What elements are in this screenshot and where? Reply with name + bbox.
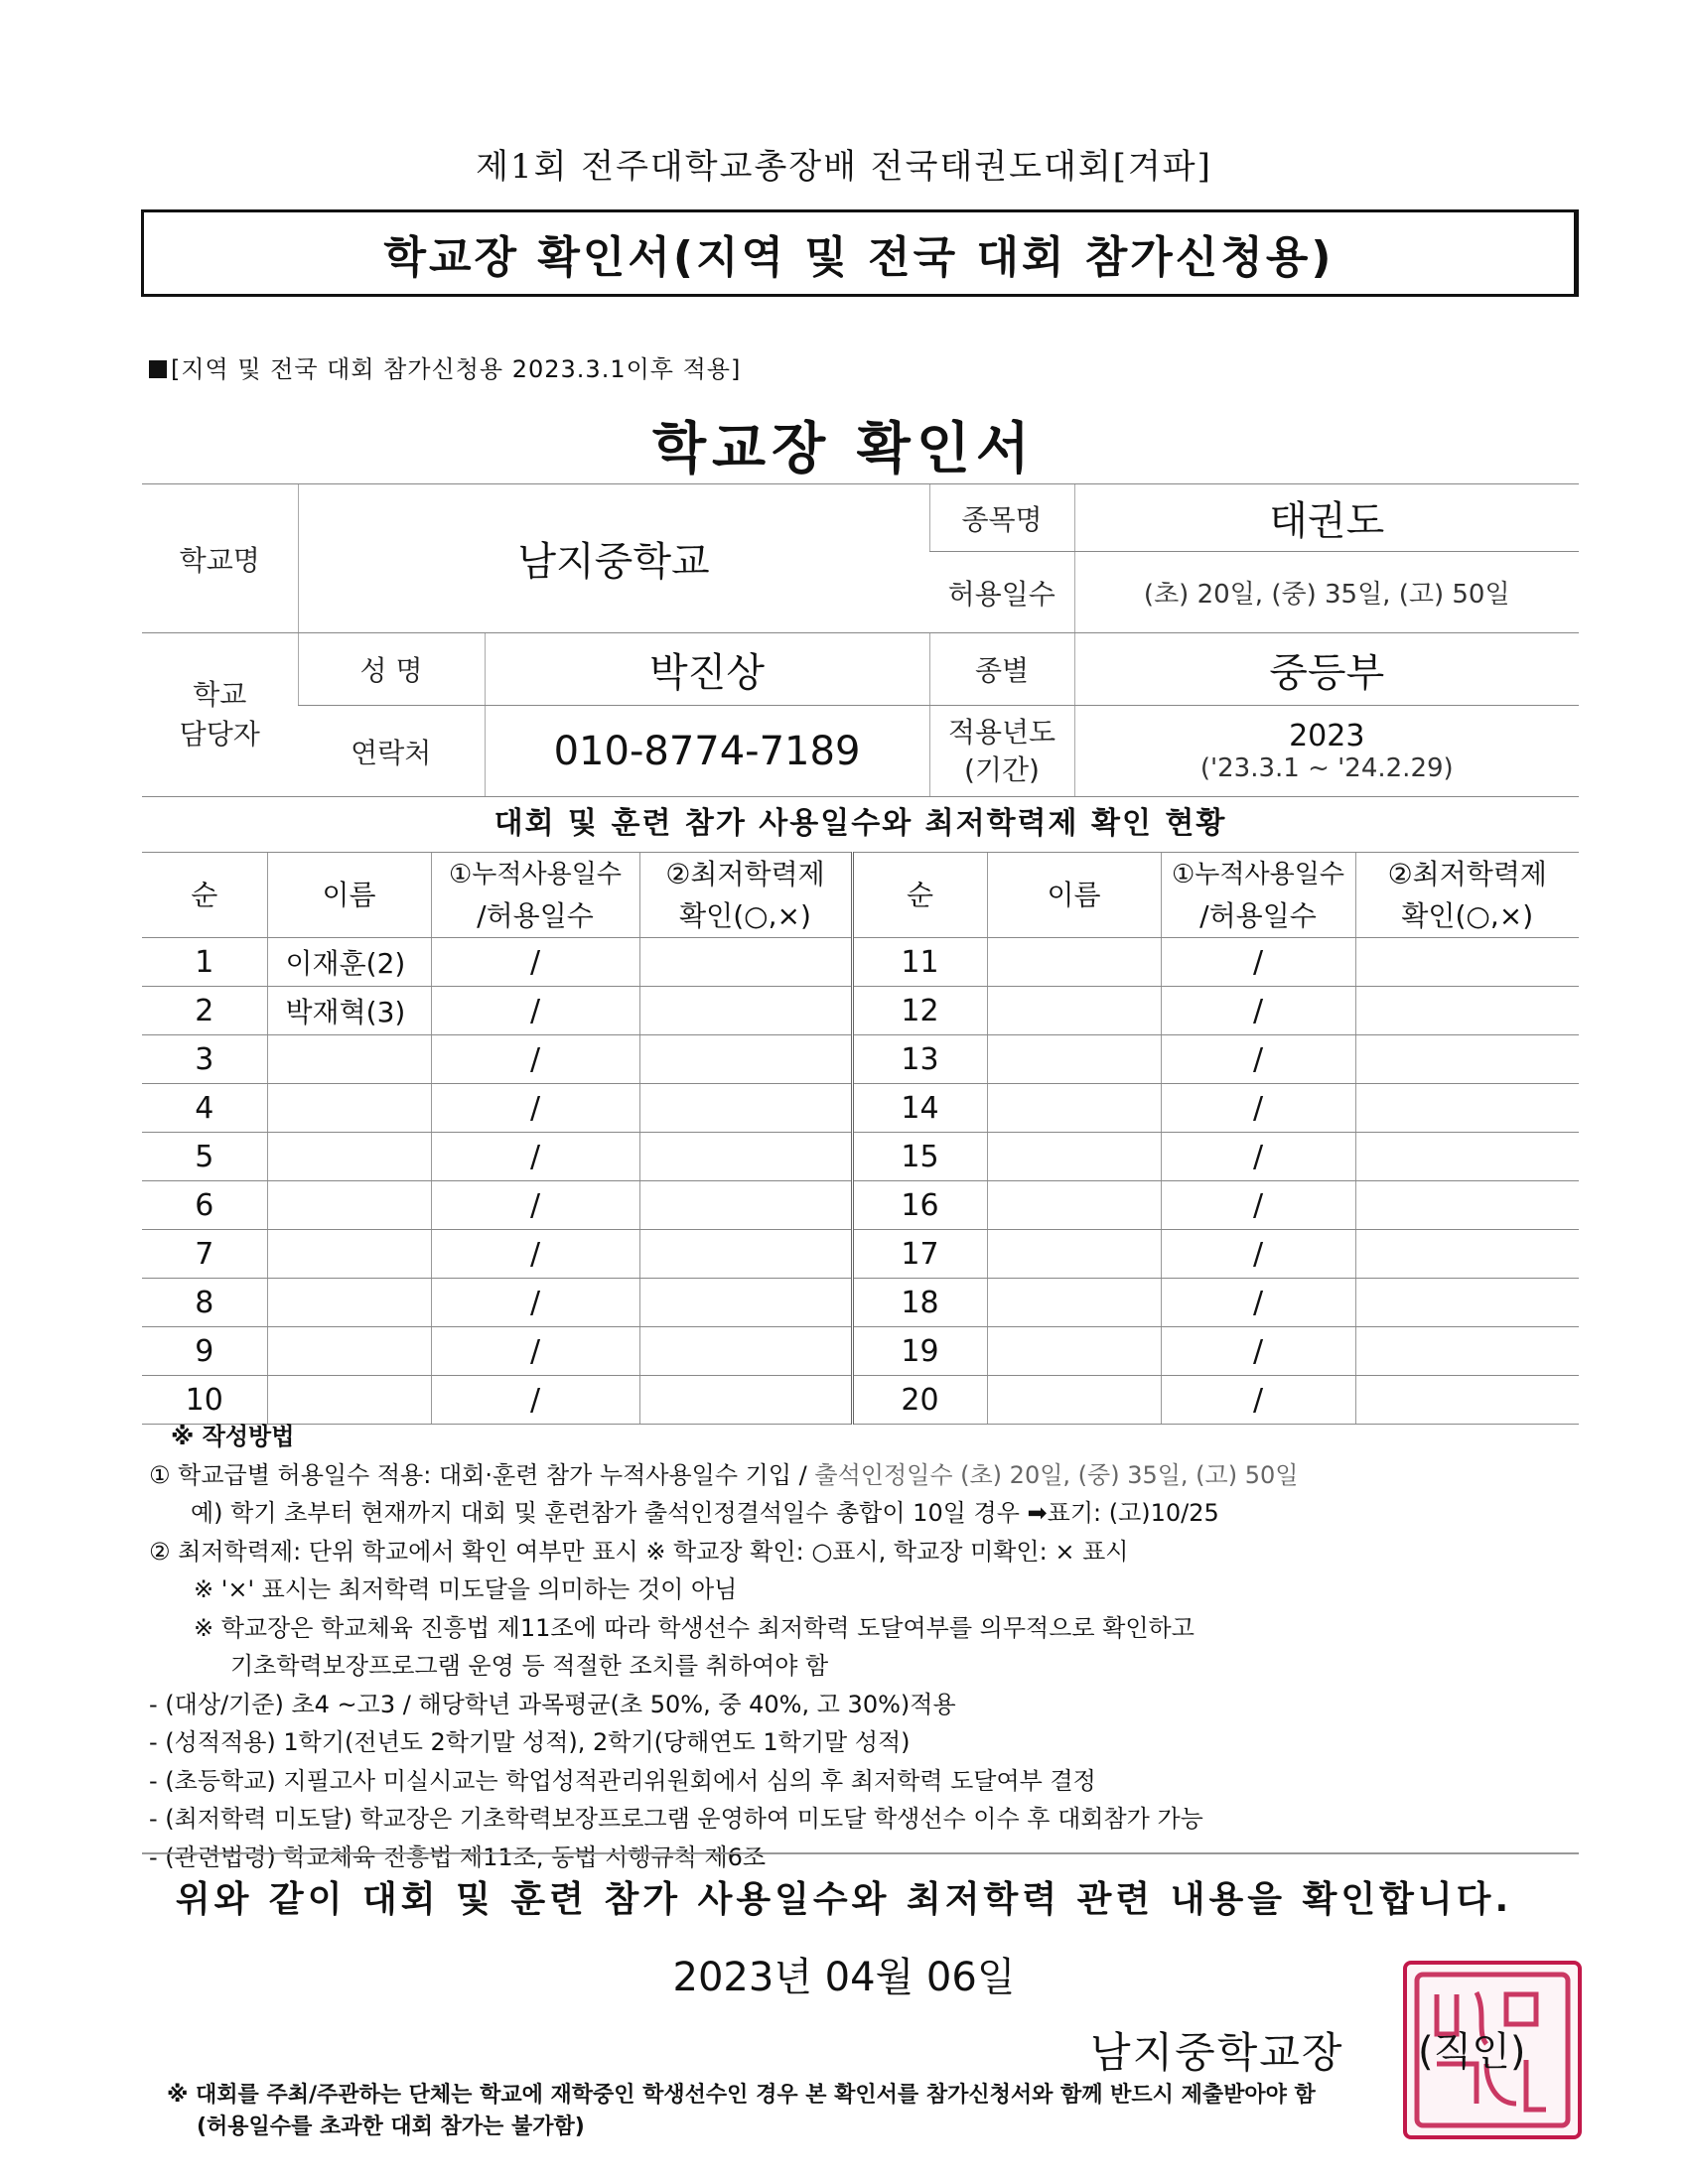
min-academic-check-left — [639, 1327, 852, 1376]
row-number-right: 12 — [852, 987, 987, 1035]
row-number-left: 6 — [142, 1181, 267, 1230]
header-name-left: 이름 — [267, 853, 431, 938]
days-used-left: / — [431, 1376, 639, 1425]
year-label-line1: 적용년도 — [947, 715, 1056, 749]
application-notice — [149, 349, 741, 384]
division-label: 종별 — [929, 633, 1074, 706]
days-used-right: / — [1161, 1133, 1355, 1181]
student-name-left — [267, 1230, 431, 1279]
min-academic-check-left — [639, 1181, 852, 1230]
days-used-left: / — [431, 1279, 639, 1327]
event-title: 제1회 전주대학교총장배 전국태권도대회[겨파] — [476, 147, 1212, 187]
allowed-days-value: (초) 20일, (중) 35일, (고) 50일 — [1074, 552, 1579, 633]
header-check-right-line1: ②최저학력제 — [1387, 857, 1547, 890]
row-number-right: 11 — [852, 938, 987, 987]
school-name-value: 남지중학교 — [298, 484, 929, 633]
student-name-left — [267, 1181, 431, 1230]
instructions-title: ※ 작성방법 — [171, 1423, 295, 1450]
min-academic-check-right — [1355, 1035, 1579, 1084]
table-row — [142, 1181, 1579, 1230]
student-name-left — [267, 1035, 431, 1084]
min-academic-check-left — [639, 1084, 852, 1133]
header-days-right-line2: /허용일수 — [1199, 898, 1317, 932]
instruction-line-10: - (최저학력 미도달) 학교장은 기초학력보장프로그램 운영하여 미도달 학생선수 이수 후 대회참가 가능 — [149, 1805, 1203, 1833]
phone-value: 010-8774-7189 — [485, 706, 929, 797]
student-name-left — [267, 1279, 431, 1327]
days-used-right: / — [1161, 1376, 1355, 1425]
header-check-left — [639, 853, 852, 938]
student-name-right — [987, 1279, 1161, 1327]
header-name-right: 이름 — [987, 853, 1161, 938]
form-banner-title: 학교장 확인서(지역 및 전국 대회 참가신청용) — [141, 209, 1579, 297]
min-academic-check-left — [639, 987, 852, 1035]
table-body — [142, 938, 1579, 1425]
student-name-left — [267, 1133, 431, 1181]
sport-value: 태권도 — [1074, 484, 1579, 552]
instruction-line-9: - (초등학교) 지필고사 미실시교는 학업성적관리위원회에서 심의 후 최저학력 도달여부 결정 — [149, 1766, 1096, 1795]
min-academic-check-left — [639, 1230, 852, 1279]
table-row — [142, 987, 1579, 1035]
table-row — [142, 1327, 1579, 1376]
days-used-right: / — [1161, 938, 1355, 987]
min-academic-check-right — [1355, 938, 1579, 987]
seal-label: (직인) — [1418, 2029, 1526, 2075]
days-used-left: / — [431, 1133, 639, 1181]
student-name-right — [987, 1327, 1161, 1376]
table-row — [142, 1230, 1579, 1279]
allowed-days-label: 허용일수 — [929, 552, 1074, 633]
instruction-line-5: ※ 학교장은 학교체육 진흥법 제11조에 따라 학생선수 최저학력 도달여부를 의무적으로 확인하고 — [194, 1613, 1195, 1642]
instruction-line-4: ※ '×' 표시는 최저학력 미도달을 의미하는 것이 아님 — [194, 1575, 738, 1603]
row-number-left: 10 — [142, 1376, 267, 1425]
min-academic-check-right — [1355, 1084, 1579, 1133]
instruction-line-1-text: ① 학교급별 허용일수 적용: 대회·훈련 참가 누적사용일수 기입 / — [149, 1460, 815, 1489]
instruction-line-1-highlight: 출석인정일수 (초) 20일, (중) 35일, (고) 50일 — [814, 1460, 1299, 1489]
contact-person-label-line1: 학교 — [193, 678, 247, 711]
row-number-right: 17 — [852, 1230, 987, 1279]
header-check-right — [1355, 853, 1579, 938]
days-used-left: / — [431, 1327, 639, 1376]
header-no-right: 순 — [852, 853, 987, 938]
instruction-line-2: 예) 학기 초부터 현재까지 대회 및 훈련참가 출석인정결석일수 총합이 10일 경우 ➡표기: (고)10/25 — [191, 1499, 1219, 1527]
table-header-row — [142, 853, 1579, 938]
footnote-line-2: (허용일수를 초과한 대회 참가는 불가함) — [197, 2115, 585, 2139]
row-number-right: 20 — [852, 1376, 987, 1425]
min-academic-check-right — [1355, 987, 1579, 1035]
min-academic-check-right — [1355, 1133, 1579, 1181]
sport-label: 종목명 — [929, 484, 1074, 552]
instruction-line-1 — [149, 1456, 1579, 1495]
school-name-label: 학교명 — [142, 484, 298, 633]
row-number-left: 9 — [142, 1327, 267, 1376]
student-name-right — [987, 938, 1161, 987]
days-used-right: / — [1161, 1230, 1355, 1279]
student-name-left: 박재혁(3) — [267, 987, 431, 1035]
period-value: ('23.3.1 ~ '24.2.29) — [1199, 753, 1454, 783]
days-used-left: / — [431, 1084, 639, 1133]
table-row — [142, 1279, 1579, 1327]
header-check-left-line1: ②최저학력제 — [665, 857, 825, 890]
row-number-right: 18 — [852, 1279, 987, 1327]
days-used-right: / — [1161, 987, 1355, 1035]
student-name-left — [267, 1084, 431, 1133]
issue-date: 2023년 04월 06일 — [672, 1955, 1016, 2000]
min-academic-check-right — [1355, 1279, 1579, 1327]
year-label-line2: (기간) — [964, 752, 1040, 786]
header-days-left — [431, 853, 639, 938]
days-used-left: / — [431, 1181, 639, 1230]
person-name-label: 성 명 — [298, 633, 485, 706]
row-number-right: 19 — [852, 1327, 987, 1376]
table-row — [142, 1084, 1579, 1133]
row-number-left: 1 — [142, 938, 267, 987]
year-cell — [1074, 706, 1579, 797]
principal-signature-line: 남지중학교장 — [1090, 2028, 1344, 2077]
row-number-left: 7 — [142, 1230, 267, 1279]
contact-person-label-line2: 담당자 — [179, 718, 260, 751]
school-info-table — [142, 483, 1579, 797]
row-number-right: 16 — [852, 1181, 987, 1230]
min-academic-check-right — [1355, 1327, 1579, 1376]
header-days-right-line1: ①누적사용일수 — [1171, 859, 1344, 889]
student-name-right — [987, 1230, 1161, 1279]
days-used-left: / — [431, 1035, 639, 1084]
header-no-left: 순 — [142, 853, 267, 938]
student-name-right — [987, 1084, 1161, 1133]
header-days-left-line2: /허용일수 — [477, 898, 594, 932]
student-name-left — [267, 1327, 431, 1376]
writing-instructions — [149, 1418, 1579, 1876]
notice-text: [지역 및 전국 대회 참가신청용 2023.3.1이후 적용] — [171, 355, 742, 383]
header-days-left-line1: ①누적사용일수 — [448, 859, 622, 889]
row-number-left: 3 — [142, 1035, 267, 1084]
phone-label: 연락처 — [298, 706, 485, 797]
section-title: 대회 및 훈련 참가 사용일수와 최저학력제 확인 현황 — [493, 806, 1227, 841]
row-number-right: 13 — [852, 1035, 987, 1084]
days-used-right: / — [1161, 1181, 1355, 1230]
student-name-right — [987, 987, 1161, 1035]
footnote — [167, 2080, 1316, 2143]
instruction-line-11: - (관련법령) 학교체육 진흥법 제11조, 동법 시행규칙 제6조 — [149, 1843, 767, 1871]
table-row — [142, 1035, 1579, 1084]
table-row — [142, 938, 1579, 987]
document-title: 학교장 확인서 — [651, 417, 1037, 481]
divider — [142, 1852, 1579, 1854]
instruction-line-6: 기초학력보장프로그램 운영 등 적절한 조치를 취하여야 함 — [230, 1652, 829, 1680]
person-name-value: 박진상 — [485, 633, 929, 706]
student-name-right — [987, 1133, 1161, 1181]
min-academic-check-left — [639, 1279, 852, 1327]
row-number-left: 5 — [142, 1133, 267, 1181]
min-academic-check-left — [639, 938, 852, 987]
header-check-left-line2: 확인(○,×) — [679, 898, 811, 932]
min-academic-check-left — [639, 1035, 852, 1084]
instruction-line-7: - (대상/기준) 초4 ~고3 / 해당학년 과목평균(초 50%, 중 40%, 고 30%)적용 — [149, 1690, 956, 1718]
min-academic-check-right — [1355, 1181, 1579, 1230]
days-used-right: / — [1161, 1035, 1355, 1084]
header-days-right — [1161, 853, 1355, 938]
row-number-left: 8 — [142, 1279, 267, 1327]
confirmation-statement: 위와 같이 대회 및 훈련 참가 사용일수와 최저학력 관련 내용을 확인합니다. — [175, 1879, 1513, 1920]
days-used-right: / — [1161, 1084, 1355, 1133]
days-used-right: / — [1161, 1327, 1355, 1376]
student-name-right — [987, 1181, 1161, 1230]
days-used-right: / — [1161, 1279, 1355, 1327]
contact-person-label — [142, 633, 298, 797]
instruction-line-8: - (성적적용) 1학기(전년도 2학기말 성적), 2학기(당해연도 1학기말 성적) — [149, 1728, 911, 1756]
footnote-line-1: ※ 대회를 주최/주관하는 단체는 학교에 재학중인 학생선수인 경우 본 확인서를 참가신청서와 함께 반드시 제출받아야 함 — [167, 2083, 1316, 2108]
usage-check-table — [142, 852, 1579, 1425]
year-value: 2023 — [1289, 719, 1365, 753]
row-number-left: 2 — [142, 987, 267, 1035]
year-label — [929, 706, 1074, 797]
row-number-left: 4 — [142, 1084, 267, 1133]
student-name-right — [987, 1035, 1161, 1084]
row-number-right: 14 — [852, 1084, 987, 1133]
days-used-left: / — [431, 987, 639, 1035]
min-academic-check-left — [639, 1133, 852, 1181]
instruction-line-3: ② 최저학력제: 단위 학교에서 확인 여부만 표시 ※ 학교장 확인: ○표시, 학교장 미확인: × 표시 — [149, 1537, 1129, 1566]
table-row — [142, 1133, 1579, 1181]
square-bullet-icon — [149, 360, 167, 378]
row-number-right: 15 — [852, 1133, 987, 1181]
division-value: 중등부 — [1074, 633, 1579, 706]
days-used-left: / — [431, 938, 639, 987]
student-name-left: 이재훈(2) — [267, 938, 431, 987]
min-academic-check-right — [1355, 1230, 1579, 1279]
days-used-left: / — [431, 1230, 639, 1279]
header-check-right-line2: 확인(○,×) — [1401, 898, 1534, 932]
